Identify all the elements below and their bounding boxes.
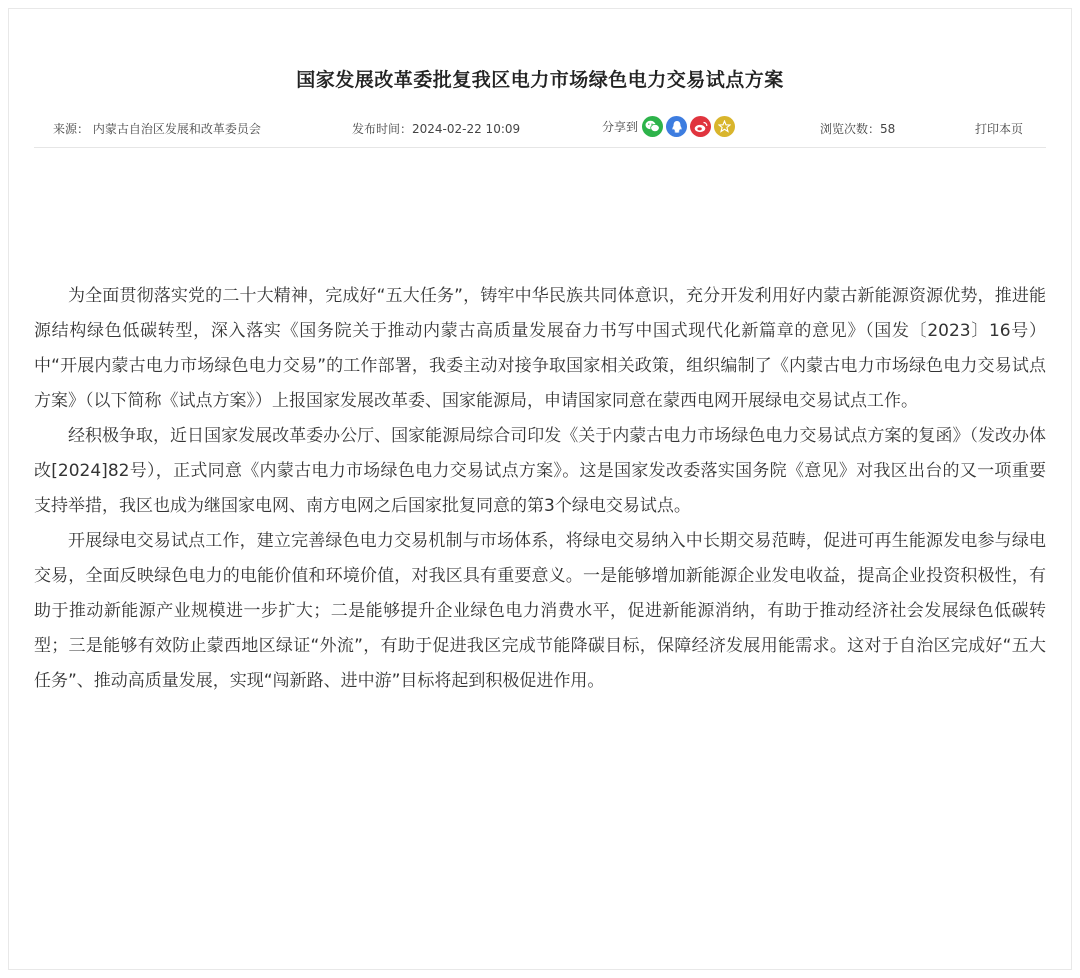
share-group <box>602 116 735 137</box>
view-count: 浏览次数：58 <box>820 122 896 136</box>
article-paragraph: 经积极争取，近日国家发展改革委办公厅、国家能源局综合司印发《关于内蒙古电力市场绿色电力交易试点方案的复函》（发改办体改[2024]82号），正式同意《内蒙古电力市场绿色电力交易试点方案》。这是国家发改委落实国务院《意见》对我区出台的又一项重要支持举措，我区也成为继国家电网、南方电网之后国家批复同意的第3个绿电交易试点。 <box>34 426 1046 516</box>
wechat-icon[interactable] <box>642 116 663 137</box>
weibo-icon[interactable] <box>690 116 711 137</box>
article-paragraph: 开展绿电交易试点工作，建立完善绿色电力交易机制与市场体系，将绿电交易纳入中长期交易范畴，促进可再生能源发电参与绿电交易，全面反映绿色电力的电能价值和环境价值，对我区具有重要意义。一是能够增加新能源企业发电收益，提高企业投资积极性，有助于推动新能源产业规模进一步扩大；二是能够提升企业绿色电力消费水平，促进新能源消纳，有助于推动经济社会发展绿色低碳转型；三是能够有效防止蒙西地区绿证“外流”，有助于促进我区完成节能降碳目标，保障经济发展用能需求。这对于自治区完成好“五大任务”、推动高质量发展，实现“闯新路、进中游”目标将起到积极促进作用。 <box>34 531 1046 691</box>
publish-time: 发布时间：2024-02-22 10:09 <box>352 122 521 136</box>
qzone-icon[interactable] <box>714 116 735 137</box>
article-container <box>8 8 1072 970</box>
article-paragraph: 为全面贯彻落实党的二十大精神，完成好“五大任务”，铸牢中华民族共同体意识，充分开发利用好内蒙古新能源资源优势，推进能源结构绿色低碳转型，深入落实《国务院关于推动内蒙古高质量发展奋力书写中国式现代化新篇章的意见》（国发〔2023〕16号）中“开展内蒙古电力市场绿色电力交易”的工作部署，我委主动对接争取国家相关政策，组织编制了《内蒙古电力市场绿色电力交易试点方案》（以下简称《试点方案》）上报国家发展改革委、国家能源局，申请国家同意在蒙西电网开展绿电交易试点工作。 <box>34 286 1046 411</box>
share-icons <box>642 116 735 137</box>
article-body <box>34 279 1046 699</box>
article-meta-bar <box>34 113 1046 148</box>
print-page-link[interactable]: 打印本页 <box>975 122 1024 136</box>
article-title: 国家发展改革委批复我区电力市场绿色电力交易试点方案 <box>296 69 784 91</box>
source-label: 来源： 内蒙古自治区发展和改革委员会 <box>53 122 261 136</box>
share-label: 分享到 <box>602 119 639 134</box>
qq-icon[interactable] <box>666 116 687 137</box>
